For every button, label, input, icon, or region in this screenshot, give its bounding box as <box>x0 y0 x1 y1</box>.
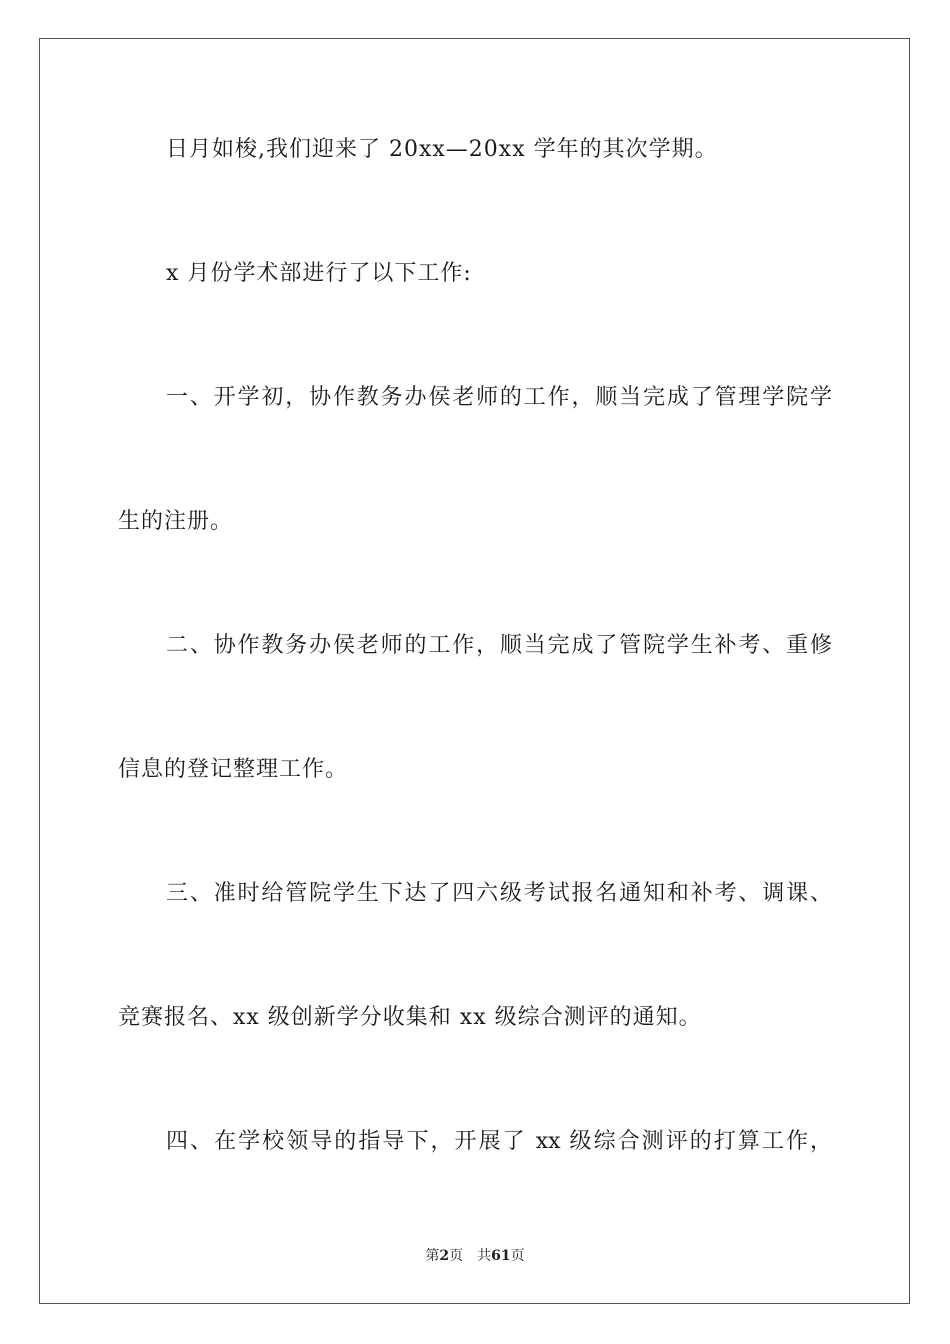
text-line-8: 竞赛报名、xx 级创新学分收集和 xx 级综合测评的通知。 <box>118 1005 702 1030</box>
total-pages-indicator: 共61页 <box>477 1248 525 1264</box>
text-line-1: 日月如梭,我们迎来了 20xx—20xx 学年的其次学期。 <box>166 137 718 162</box>
text-line-4: 生的注册。 <box>118 509 234 534</box>
text-line-5: 二、协作教务办侯老师的工作，顺当完成了管院学生补考、重修 <box>166 633 832 658</box>
page-border <box>39 38 910 1304</box>
total-page-count: 61 <box>491 1248 511 1264</box>
text-line-6: 信息的登记整理工作。 <box>118 757 349 782</box>
page-footer <box>0 1247 950 1265</box>
text-line-2: x 月份学术部进行了以下工作: <box>166 261 472 286</box>
text-line-7: 三、准时给管院学生下达了四六级考试报名通知和补考、调课、 <box>166 881 832 906</box>
current-page-number: 2 <box>439 1248 450 1264</box>
page-indicator: 第2页 <box>425 1248 464 1264</box>
text-line-3: 一、开学初，协作教务办侯老师的工作，顺当完成了管理学院学 <box>166 385 832 410</box>
text-line-9: 四、在学校领导的指导下，开展了 xx 级综合测评的打算工作， <box>166 1129 832 1154</box>
